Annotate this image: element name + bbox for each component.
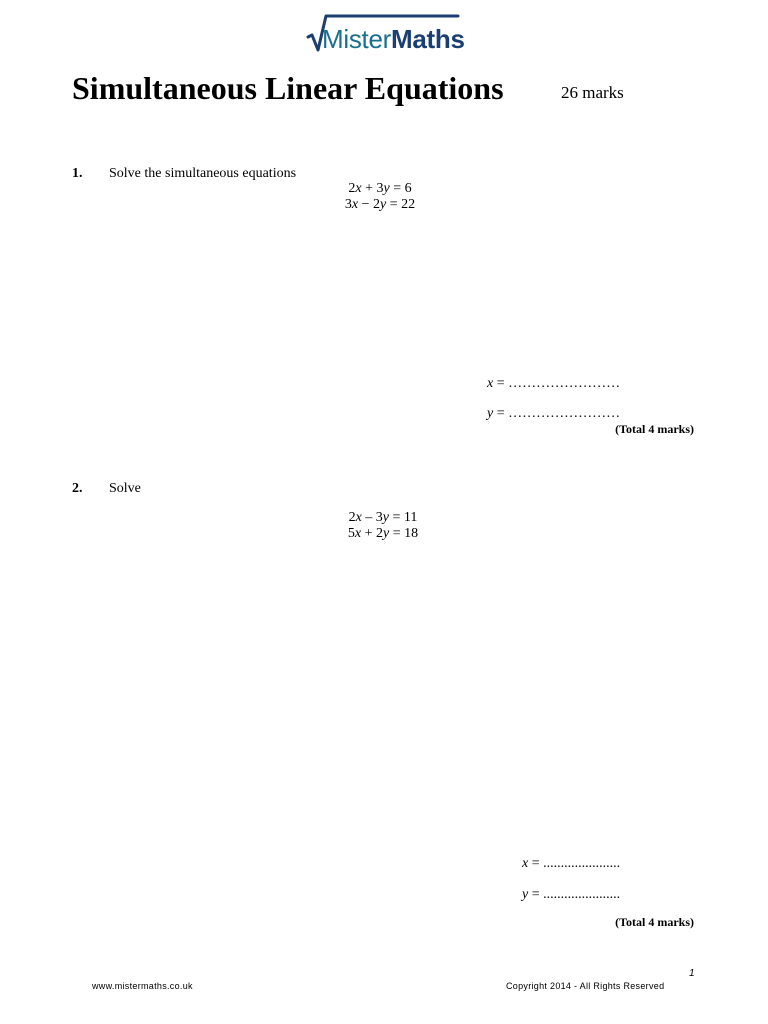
question-2-total: (Total 4 marks) — [615, 915, 694, 929]
question-1-equation-2: 3x − 2y = 22 — [344, 197, 416, 212]
logo-wordmark — [322, 24, 465, 54]
question-1-equation-1: 2x + 3y = 6 — [348, 181, 412, 196]
question-2-answer-y: y = ...................... — [522, 887, 621, 902]
question-1-answer-x: x = …………………… — [487, 376, 621, 391]
page-number: 1 — [689, 968, 695, 979]
logo-text-mister: Mister — [322, 24, 391, 54]
question-1-answer-y: y = …………………… — [487, 406, 621, 421]
logo-text-maths: Maths — [390, 24, 465, 54]
question-2-equation-1: 2x – 3y = 11 — [348, 510, 418, 525]
question-1-number: 1. — [72, 166, 83, 181]
total-marks: 26 marks — [561, 83, 624, 102]
page-title: Simultaneous Linear Equations — [72, 70, 504, 106]
mistermaths-logo — [306, 10, 466, 56]
question-1-prompt: Solve the simultaneous equations — [109, 166, 297, 181]
question-2-prompt: Solve — [109, 481, 141, 496]
footer-website-link[interactable]: www.mistermaths.co.uk — [92, 981, 193, 991]
footer-copyright: Copyright 2014 - All Rights Reserved — [506, 981, 665, 991]
question-2-equation-2: 5x + 2y = 18 — [347, 526, 419, 541]
question-1-total: (Total 4 marks) — [615, 422, 694, 436]
question-2-number: 2. — [72, 481, 83, 496]
question-2-answer-x: x = ...................... — [522, 856, 621, 871]
